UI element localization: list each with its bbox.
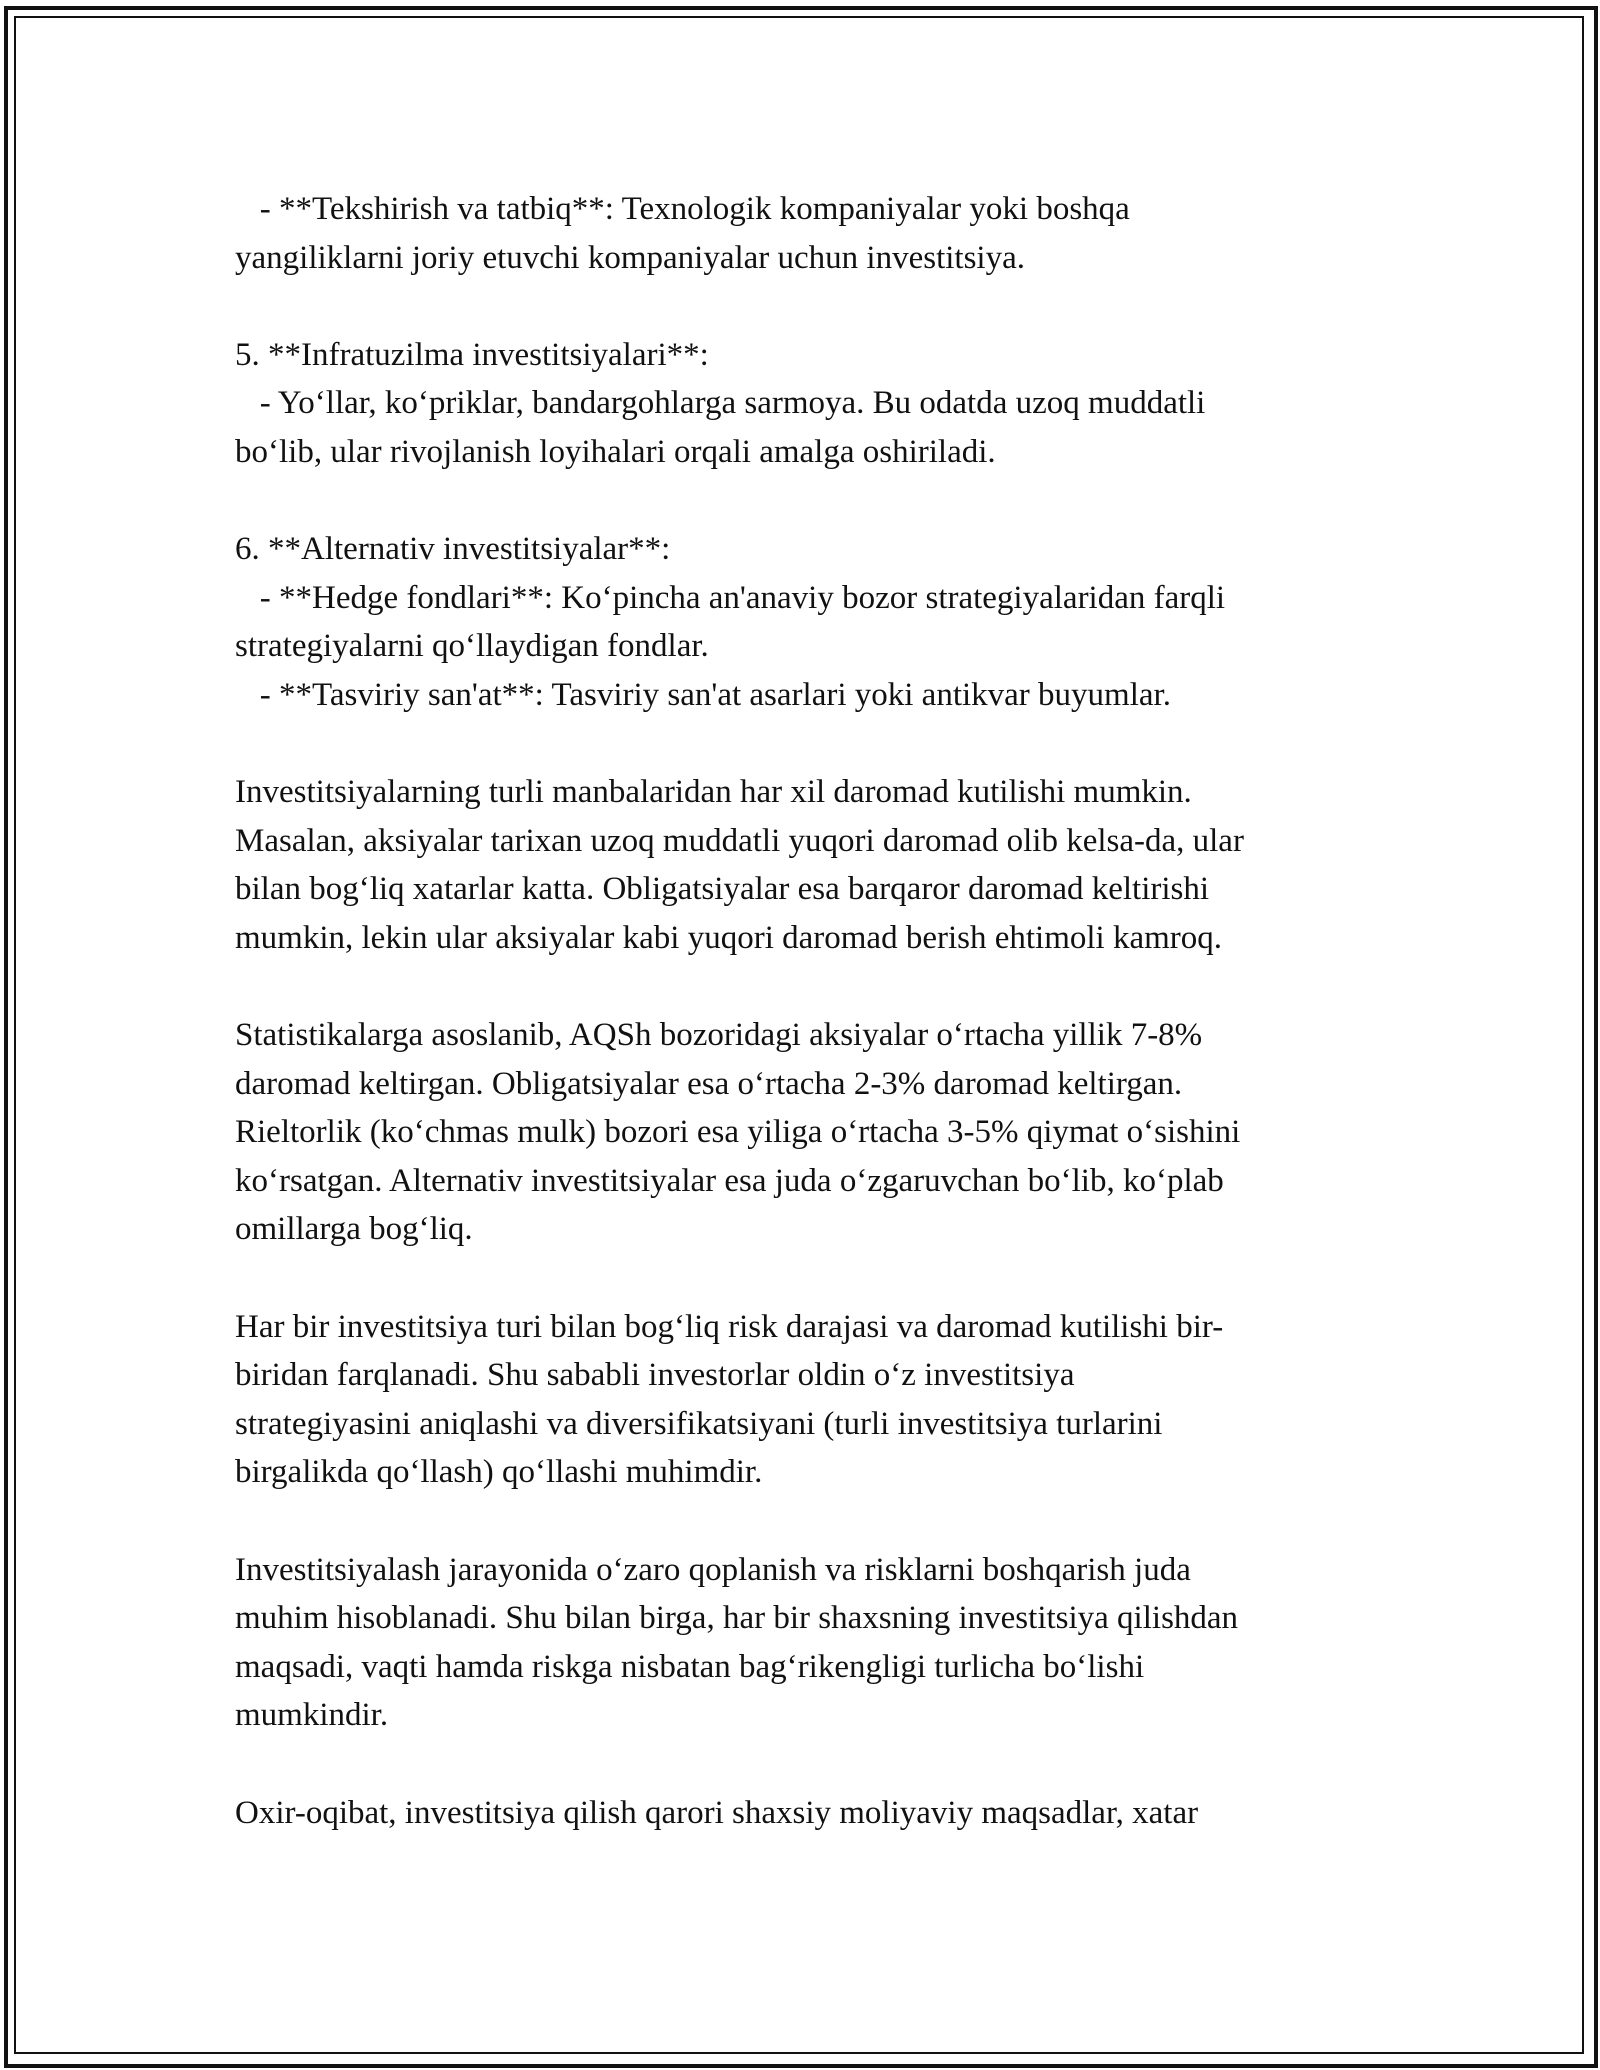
paragraph-gap xyxy=(235,282,1385,331)
text-line: mumkin, lekin ular aksiyalar kabi yuqori daromad berish ehtimoli kamroq. xyxy=(235,919,1223,956)
text-line: omillarga bog‘liq. xyxy=(235,1211,473,1248)
text-line: birgalikda qo‘llash) qo‘llashi muhimdir. xyxy=(235,1454,763,1491)
text-line: Oxir-oqibat, investitsiya qilish qarori shaxsiy moliyaviy maqsadlar, xatar xyxy=(235,1794,1199,1831)
text-line: Har bir investitsiya turi bilan bog‘liq risk darajasi va daromad kutilishi bir- xyxy=(235,1308,1224,1345)
section-heading: 6. **Alternativ investitsiyalar**: xyxy=(235,531,671,568)
text-line: mumkindir. xyxy=(235,1697,389,1734)
text-line: maqsadi, vaqti hamda riskga nisbatan bag‘rikengligi turlicha bo‘lishi xyxy=(235,1648,1145,1685)
text-line: Statistikalarga asoslanib, AQSh bozoridagi aksiyalar o‘rtacha yillik 7-8% xyxy=(235,1017,1203,1054)
text-line: - **Hedge fondlari**: Ko‘pincha an'anaviy bozor strategiyalaridan farqli xyxy=(235,579,1226,616)
text-line: daromad keltirgan. Obligatsiyalar esa o‘rtacha 2-3% daromad keltirgan. xyxy=(235,1065,1183,1102)
text-line: biridan farqlanadi. Shu sababli investorlar oldin o‘z investitsiya xyxy=(235,1357,1075,1394)
paragraph-gap xyxy=(235,963,1385,1012)
text-line: - Yo‘llar, ko‘priklar, bandargohlarga sarmoya. Bu odatda uzoq muddatli xyxy=(235,385,1206,422)
text-line: bilan bog‘liq xatarlar katta. Obligatsiyalar esa barqaror daromad keltirishi xyxy=(235,871,1210,908)
text-line: strategiyalarni qo‘llaydigan fondlar. xyxy=(235,628,709,665)
text-line: - **Tekshirish va tatbiq**: Texnologik kompaniyalar yoki boshqa xyxy=(235,191,1130,227)
paragraph-gap xyxy=(235,720,1385,769)
paragraph-gap xyxy=(235,1740,1385,1789)
text-line: muhim hisoblanadi. Shu bilan birga, har bir shaxsning investitsiya qilishdan xyxy=(235,1600,1239,1637)
paragraph-gap xyxy=(235,1497,1385,1546)
document-body xyxy=(235,185,1385,1837)
text-line: Investitsiyalarning turli manbalaridan har xil daromad kutilishi mumkin. xyxy=(235,774,1192,811)
text-line: Investitsiyalash jarayonida o‘zaro qoplanish va risklarni boshqarish juda xyxy=(235,1551,1191,1588)
paragraph-gap xyxy=(235,1254,1385,1303)
text-line: - **Tasviriy san'at**: Tasviriy san'at asarlari yoki antikvar buyumlar. xyxy=(235,676,1171,713)
text-line: Masalan, aksiyalar tarixan uzoq muddatli yuqori daromad olib kelsa-da, ular xyxy=(235,822,1244,859)
text-line: ko‘rsatgan. Alternativ investitsiyalar esa juda o‘zgaruvchan bo‘lib, ko‘plab xyxy=(235,1162,1224,1199)
text-line: bo‘lib, ular rivojlanish loyihalari orqali amalga oshiriladi. xyxy=(235,433,996,470)
text-line: Rieltorlik (ko‘chmas mulk) bozori esa yiliga o‘rtacha 3-5% qiymat o‘sishini xyxy=(235,1114,1241,1151)
section-heading: 5. **Infratuzilma investitsiyalari**: xyxy=(235,336,709,373)
text-line: strategiyasini aniqlashi va diversifikatsiyani (turli investitsiya turlarini xyxy=(235,1405,1163,1442)
paragraph-gap xyxy=(235,477,1385,526)
text-line: yangiliklarni joriy etuvchi kompaniyalar uchun investitsiya. xyxy=(235,239,1025,276)
